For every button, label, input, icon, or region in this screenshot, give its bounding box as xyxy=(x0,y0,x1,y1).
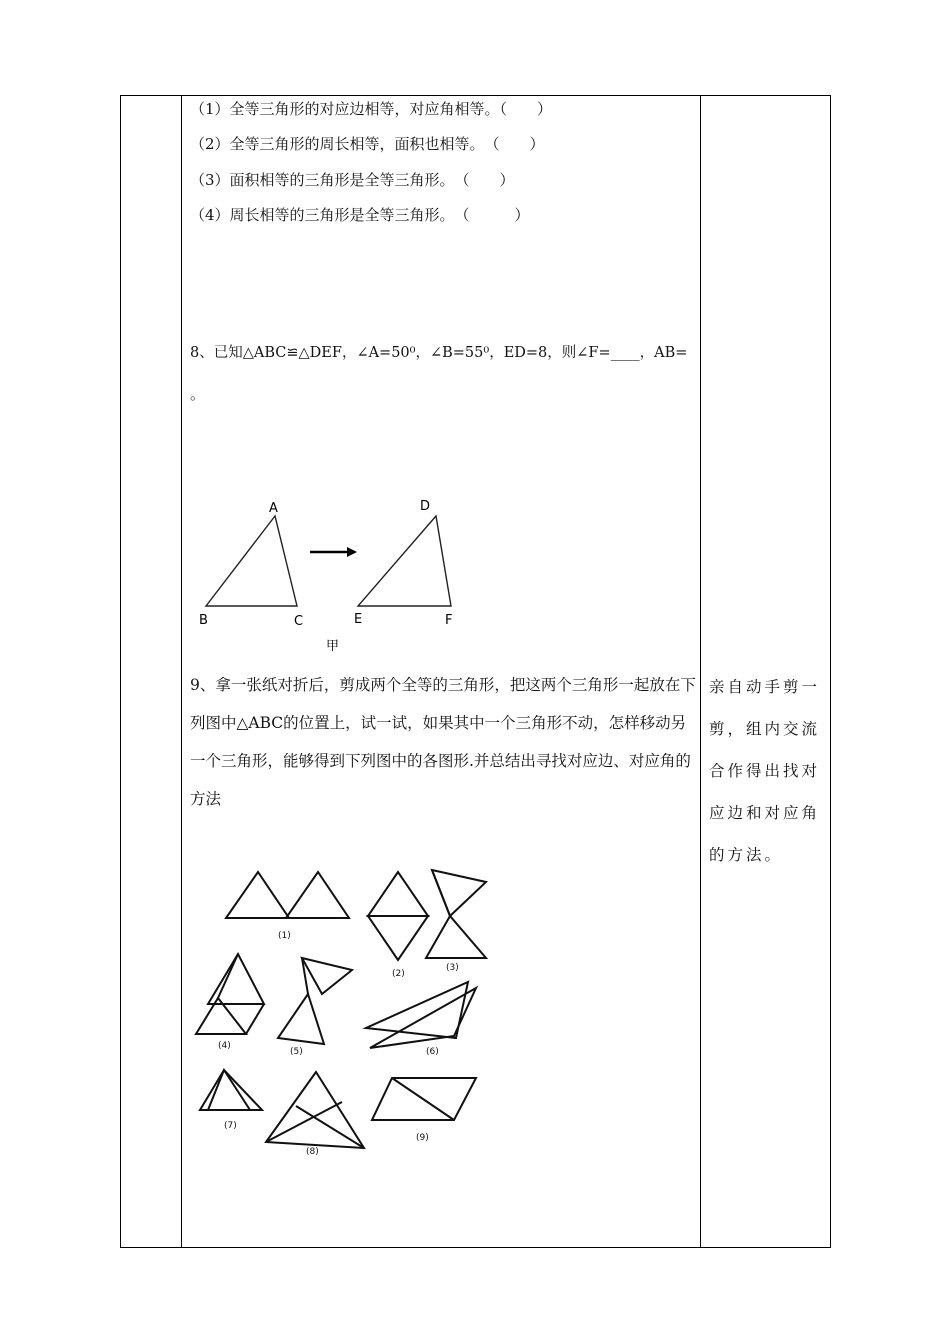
statement-4: （4）周长相等的三角形是全等三角形。 （ ） xyxy=(190,206,530,224)
label-f: F xyxy=(445,613,453,628)
question-8-end: 。 xyxy=(190,385,206,403)
label-e: E xyxy=(354,612,363,627)
triangle-abc xyxy=(206,516,297,606)
table-border-col2 xyxy=(700,95,701,1248)
arrow-head xyxy=(347,547,357,557)
statement-2: （2）全等三角形的周长相等，面积也相等。 （ ） xyxy=(190,135,545,153)
label-d: D xyxy=(420,499,431,514)
side-note: 亲自动手剪一剪，组内交流合作得出找对应边和对应角的方法。 xyxy=(709,678,821,864)
label-a: A xyxy=(269,501,278,516)
table-border-right xyxy=(830,95,831,1248)
triangle-arrangements-figure xyxy=(186,858,516,1158)
table-border-bottom xyxy=(120,1247,831,1248)
caption-8: (8) xyxy=(306,1147,319,1157)
caption-4: (4) xyxy=(218,1041,231,1051)
caption-1: (1) xyxy=(278,931,291,941)
label-b: B xyxy=(199,613,208,628)
triangle-translation-figure xyxy=(190,490,510,660)
figure-caption: 甲 xyxy=(326,639,340,654)
table-border-top xyxy=(120,95,831,96)
caption-6: (6) xyxy=(426,1047,439,1057)
question-9: 9、拿一张纸对折后，剪成两个全等的三角形，把这两个三角形一起放在下列图中△ABC的位置上，试一试，如果其中一个三角形不动，怎样移动另一个三角形，能够得到下列图中的各图形.并总结出寻找对应边、对应角的方法 xyxy=(190,676,696,808)
caption-2: (2) xyxy=(392,969,405,979)
caption-7: (7) xyxy=(224,1121,237,1131)
table-border-col1 xyxy=(181,95,182,1248)
triangle-def xyxy=(358,516,451,606)
statement-1: （1）全等三角形的对应边相等，对应角相等。（ ） xyxy=(190,100,553,118)
table-border-left xyxy=(120,95,121,1248)
caption-5: (5) xyxy=(290,1047,303,1057)
statement-3: （3）面积相等的三角形是全等三角形。 （ ） xyxy=(190,171,515,189)
question-8: 8、已知△ABC≌△DEF，∠A=50⁰，∠B=55⁰，ED=8，则∠F=____，AB= xyxy=(190,345,688,361)
label-c: C xyxy=(294,614,304,629)
caption-3: (3) xyxy=(446,963,459,973)
caption-9: (9) xyxy=(416,1133,429,1143)
